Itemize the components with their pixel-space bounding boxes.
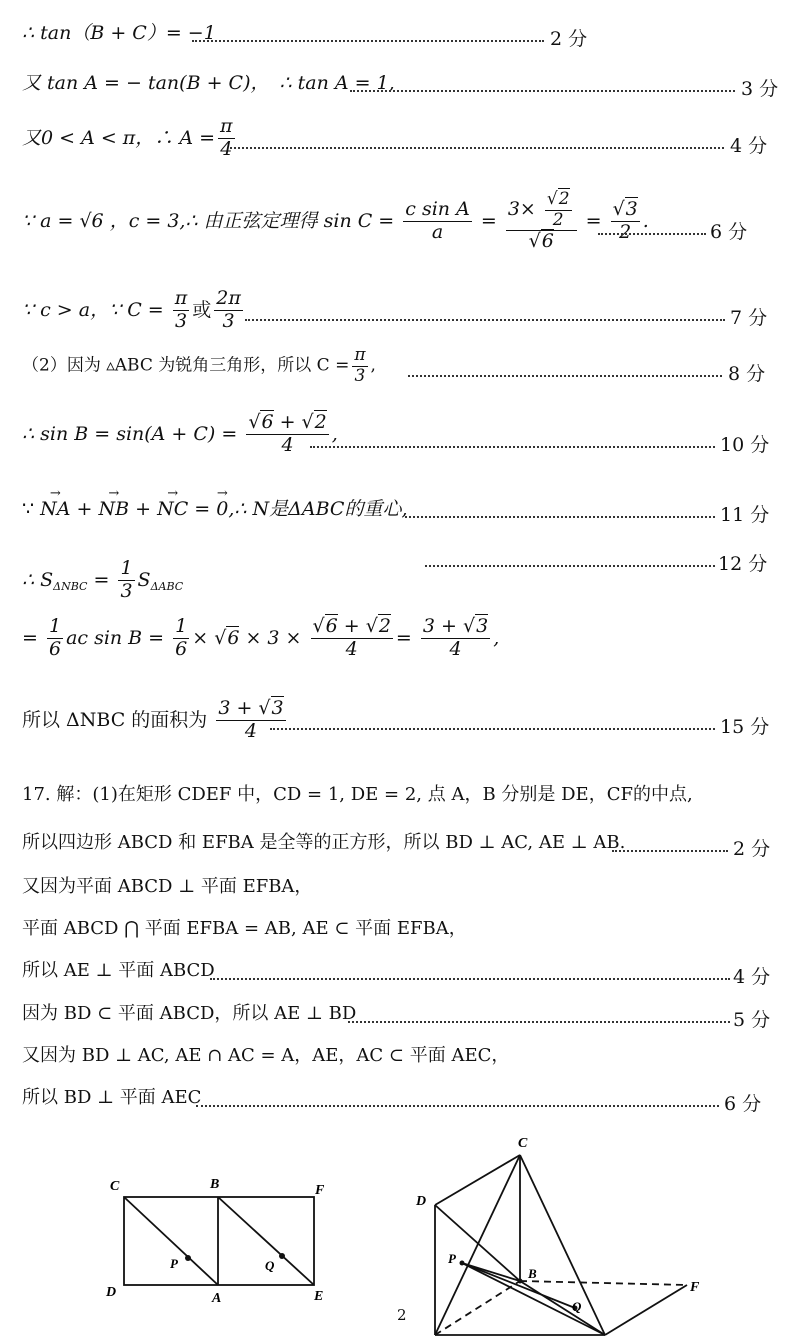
line-centroid: ∵ → NA + → NB + → NC = → 0,∴ N是ΔABC的重心, [22, 500, 408, 519]
label-D: D [106, 1285, 117, 1300]
score-12: 12 分 [718, 553, 768, 575]
label-F: F [690, 1280, 700, 1295]
p17-score-4: 4 分 [733, 966, 771, 988]
p17-score-2: 2 分 [733, 838, 771, 860]
score-2: 2 分 [550, 28, 588, 50]
label-F: F [315, 1183, 325, 1198]
p17-line5: 所以 AE ⊥ 平面 ABCD [22, 960, 215, 981]
label-E: E [314, 1289, 324, 1304]
leader-dots [405, 516, 715, 518]
page-number: 2 [397, 1306, 407, 1324]
leader-dots [270, 728, 715, 730]
label-B: B [210, 1177, 220, 1192]
label-Q: Q [572, 1299, 582, 1314]
figure-solid [400, 1125, 720, 1340]
label-P: P [448, 1251, 456, 1266]
leader-dots [425, 565, 715, 567]
line-c-values: ∵ c > a，∵ C = $\frac{\pi}{3}$ 或 $\frac{2\pi}{3}$ [22, 287, 241, 332]
leader-dots [310, 446, 715, 448]
p17-score-5: 5 分 [733, 1009, 771, 1031]
leader-dots [348, 1021, 730, 1023]
score-4: 4 分 [730, 135, 768, 157]
score-15: 15 分 [720, 716, 770, 738]
line-a-range: 又0 < A < π，∴ A = $\frac{\pi}{4}$ [22, 115, 233, 160]
line-area-result: 所以 ΔNBC 的面积为 $\frac{3 + √3}{4}$ [22, 697, 284, 742]
label-P: P [170, 1256, 178, 1271]
leader-dots [598, 233, 706, 235]
score-10: 10 分 [720, 434, 770, 456]
p17-line8: 所以 BD ⊥ 平面 AEC [22, 1087, 202, 1108]
leader-dots [230, 147, 724, 149]
line-sin-b: ∴ sin B = sin(A + C) = $\frac{√6 + √2}{4}$ , [22, 411, 338, 456]
label-D: D [416, 1194, 427, 1209]
line-area-calc: = $\frac{1}{6}$ ac sin B = $\frac{1}{6}$ × √6 × 3 × $\frac{√6 + √2}{4}$ = $\frac{3 + √3}{4}$ , [22, 615, 500, 660]
leader-dots [210, 978, 730, 980]
line-tan-bc: ∴ tan（B + C）= −1 [22, 22, 216, 44]
line-tan-a: 又 tan A = − tan(B + C)， ∴ tan A = 1, [22, 72, 395, 94]
p17-score-6: 6 分 [724, 1093, 762, 1115]
p17-line6: 因为 BD ⊂ 平面 ABCD，所以 AE ⊥ BD [22, 1003, 357, 1024]
p17-line3: 又因为平面 ABCD ⊥ 平面 EFBA， [22, 876, 313, 897]
label-A: A [212, 1291, 222, 1306]
leader-dots [192, 40, 544, 42]
label-Q: Q [265, 1258, 275, 1273]
p17-line4: 平面 ABCD ⋂ 平面 EFBA = AB, AE ⊂ 平面 EFBA， [22, 918, 467, 939]
score-6: 6 分 [710, 221, 748, 243]
label-C: C [518, 1136, 528, 1151]
label-B: B [528, 1266, 537, 1281]
leader-dots [350, 90, 735, 92]
leader-dots [245, 319, 725, 321]
line-area-ratio: ∴ $S_{\Delta NBC}$ = $\frac{1}{3}$ $S_{\Delta ABC}$ [22, 557, 184, 602]
p17-line1: 17. 解：(1)在矩形 CDEF 中，CD = 1, DE = 2, 点 A，B 分别是 DE，CF的中点, [22, 784, 693, 805]
leader-dots [196, 1105, 719, 1107]
p17-line7: 又因为 BD ⊥ AC, AE ∩ AC = A，AE，AC ⊂ 平面 AEC， [22, 1045, 510, 1066]
score-8: 8 分 [728, 363, 766, 385]
score-3: 3 分 [741, 78, 779, 100]
line-part2: （2）因为 ▵ABC 为锐角三角形，所以 C = $\frac{\pi}{3}$ , [22, 345, 376, 386]
label-C: C [110, 1179, 120, 1194]
figure-rectangle [100, 1170, 340, 1310]
p17-line2: 所以四边形 ABCD 和 EFBA 是全等的正方形，所以 BD ⊥ AC, AE ⊥ AB. [22, 832, 626, 853]
score-7: 7 分 [730, 307, 768, 329]
leader-dots [408, 375, 722, 377]
line-sine-rule: ∵ a = √6 ，c = 3,∴ 由正弦定理得 sin C = $\frac{\text{c sin A}}{a}$ = 3× $\frac{√2}{2}$ √6 = $\frac{√3}{2}$ . [22, 189, 649, 253]
score-11: 11 分 [720, 504, 770, 526]
leader-dots [612, 850, 728, 852]
